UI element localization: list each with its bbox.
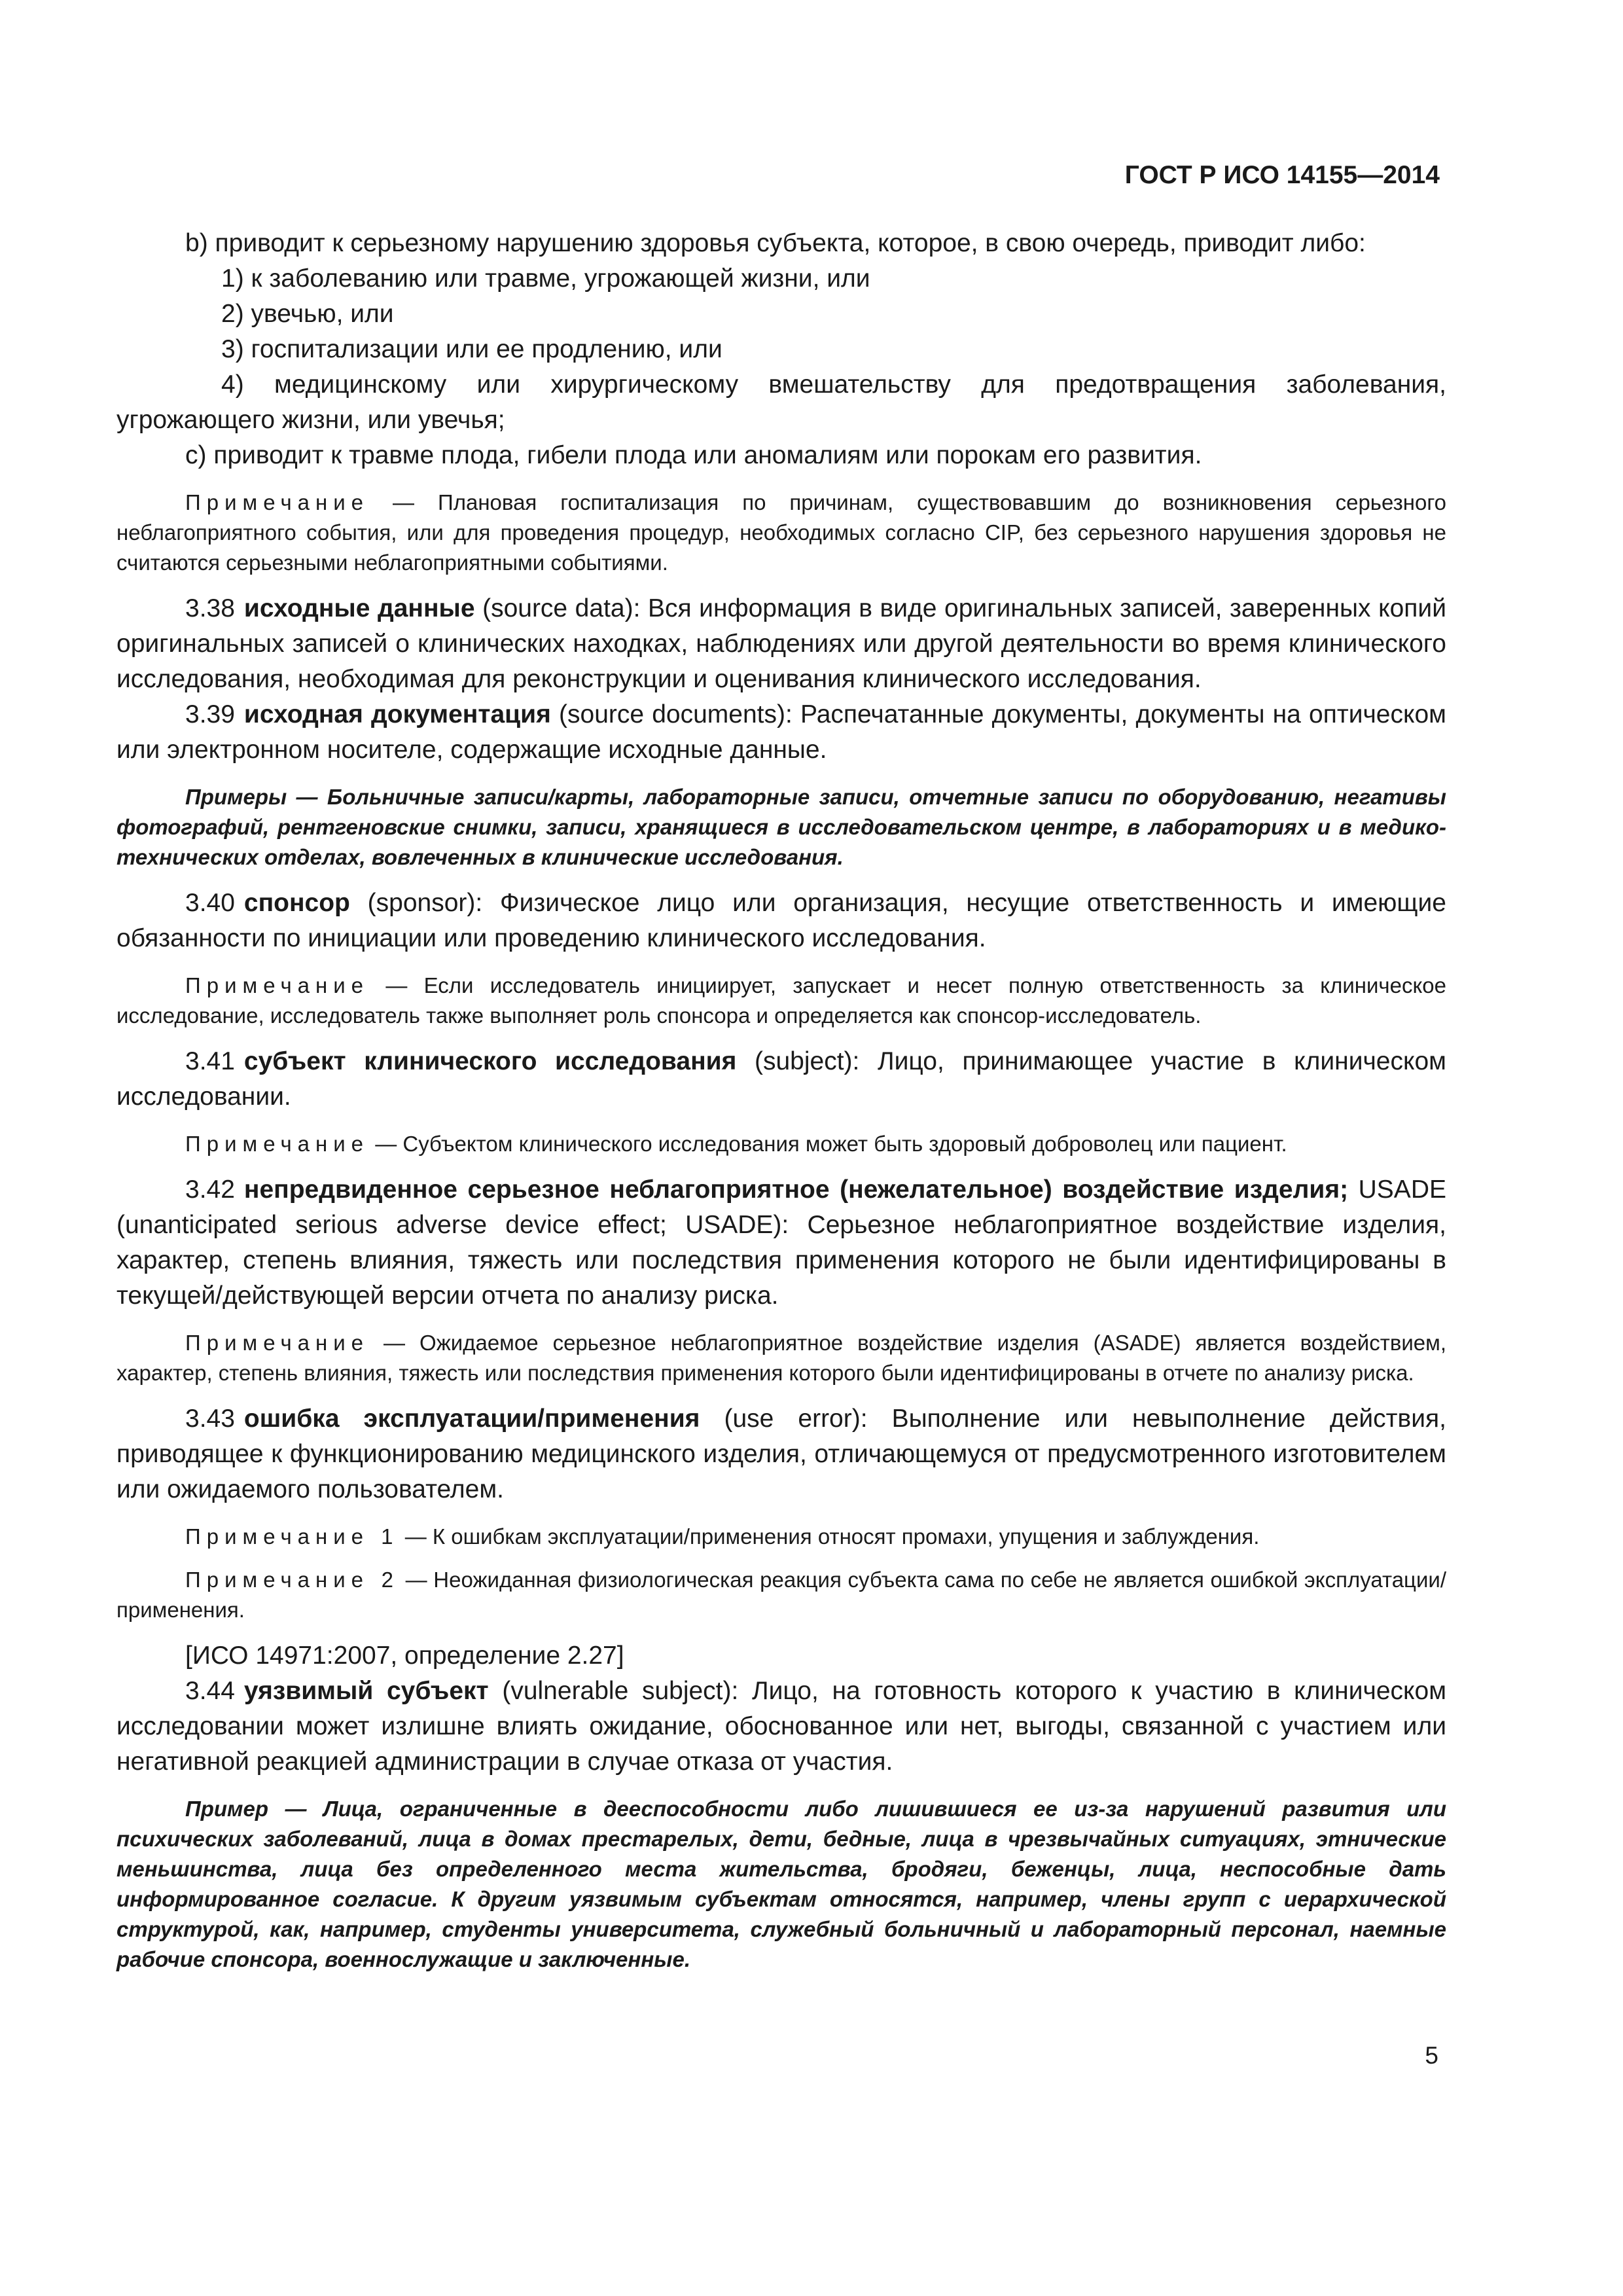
clause-number: 3.39 [185,700,235,728]
note-label: Примечание [185,973,370,997]
note-text: — К ошибкам эксплуатации/применения относят промахи, упущения и заблуждения. [404,1524,1260,1549]
clause-number: 3.44 [185,1677,235,1705]
list-item-b3: 3) госпитализации или ее продлению, или [221,335,722,363]
term: ошибка эксплуатации/применения [243,1405,700,1433]
clause-number: 3.42 [185,1175,235,1204]
note-text: — Ожидаемое серьезное неблагоприятное воздействие изделия (ASADE) является воздействием, характер, степень влияния, тяжесть или последствия применения которого были идентифицированы в отчете по анализу риска. [116,1331,1446,1385]
term: спонсор [243,889,350,917]
example: Пример — Лица, ограниченные в дееспособности либо лишившиеся ее из-за нарушений развития или психических заболеваний, лица в домах престарелых, дети, бедные, лица в чрезвычайных ситуациях, этнические меньшинства, лица без определенного места жительства, бродяги, беженцы, лица, неспособные дать информированное согласие. К другим уязвимым субъектам относятся, например, члены групп с иерархической структурой, как, например, студенты университета, служебный больничный и лабораторный персонал, наемные рабочие спонсора, военнослужащие и заключенные. [116,1797,1446,1971]
list-item-b2: 2) увечью, или [221,300,394,328]
note-label: Примечание 2 [185,1568,399,1592]
list-item-b: b) приводит к серьезному нарушению здоровья субъекта, которое, в свою очередь, приводит либо: [185,229,1366,257]
note [116,488,1446,578]
term: непредвиденное серьезное неблагоприятное (нежелательное) воздействие изделия; [243,1175,1349,1204]
note-text: — Плановая госпитализация по причинам, существовавшим до возникновения серьезного неблагоприятного события, или для проведения процедур, необходимых согласно CIP, без серьезного нарушения здоровья не считаются серьезными неблагоприятными событиями. [116,490,1446,575]
note-label: Примечание 1 [185,1524,399,1549]
note [116,971,1446,1031]
note [116,1129,1446,1159]
clause-number: 3.38 [185,594,235,622]
definition-3-43 [116,1401,1446,1507]
definition-3-39 [116,697,1446,768]
definition-3-42 [116,1172,1446,1314]
note-text: — Субъектом клинического исследования может быть здоровый доброволец или пациент. [375,1132,1287,1156]
term: исходная документация [243,700,551,728]
term: уязвимый субъект [243,1677,489,1705]
clause-number: 3.43 [185,1405,235,1433]
note-label: Примечание [185,1331,370,1355]
definition-text: (source data): Вся информация в виде оригинальных записей, заверенных копий оригинальных записей о клинических находках, наблюдениях или другой деятельности во время клинического исследования, необходимая для реконструкции и оценивания клинического исследования. [116,594,1446,693]
list-item-b1: 1) к заболеванию или травме, угрожающей жизни, или [221,264,870,293]
reference: [ИСО 14971:2007, определение 2.27] [185,1641,624,1670]
page-number: 5 [1425,2042,1438,2069]
note [116,1522,1446,1552]
definition-text: (subject): Лицо, принимающее участие в клиническом исследовании. [116,1047,1446,1111]
document-header: ГОСТ Р ИСО 14155—2014 [1124,161,1440,189]
clause-number: 3.40 [185,889,235,917]
note-text: — Неожиданная физиологическая реакция субъекта сама по себе не является ошибкой эксплуатации/применения. [116,1568,1446,1622]
note [116,1565,1446,1625]
term: субъект клинического исследования [243,1047,737,1075]
definition-3-40 [116,886,1446,956]
term: исходные данные [243,594,475,622]
definition-text: USADE (unanticipated serious adverse device effect; USADE): Серьезное неблагоприятное воздействие изделия, характер, степень влияния, тяжесть или последствия применения которого не были идентифицированы в текущей/действующей версии отчета по анализу риска. [116,1175,1446,1310]
note-label: Примечание [185,1132,370,1156]
definition-3-38 [116,591,1446,697]
note-text: — Если исследователь инициирует, запускает и несет полную ответственность за клиническое исследование, исследователь также выполняет роль спонсора и определяется как спонсор-исследователь. [116,973,1446,1028]
definition-text: (source documents): Распечатанные документы, документы на оптическом или электронном носителе, содержащие исходные данные. [116,700,1446,764]
definition-3-44 [116,1674,1446,1780]
clause-number: 3.41 [185,1047,235,1075]
definition-text: (use error): Выполнение или невыполнение действия, приводящее к функционированию медицинского изделия, отличающемуся от предусмотренного изготовителем или ожидаемого пользователем. [116,1405,1446,1503]
note [116,1328,1446,1388]
list-item-b4: 4) медицинскому или хирургическому вмешательству для предотвращения заболевания, угрожающего жизни, или увечья; [116,370,1446,434]
definition-3-41 [116,1044,1446,1115]
list-item-c: c) приводит к травме плода, гибели плода или аномалиям или порокам его развития. [185,441,1202,469]
definition-text: (vulnerable subject): Лицо, на готовность которого к участию в клиническом исследовании может излишне влиять ожидание, обоснованное или нет, выгоды, связанной с участием или негативной реакцией администрации в случае отказа от участия. [116,1677,1447,1776]
example: Примеры — Больничные записи/карты, лабораторные записи, отчетные записи по оборудованию, негативы фотографий, рентгеновские снимки, записи, хранящиеся в исследовательском центре, в лабораториях и в медико-технических отделах, вовлеченных в клинические исследования. [116,785,1446,869]
note-label: Примечание [185,490,370,514]
definition-text: (sponsor): Физическое лицо или организация, несущие ответственность и имеющие обязанности по инициации или проведению клинического исследования. [116,889,1446,952]
document-body [116,226,1446,1988]
